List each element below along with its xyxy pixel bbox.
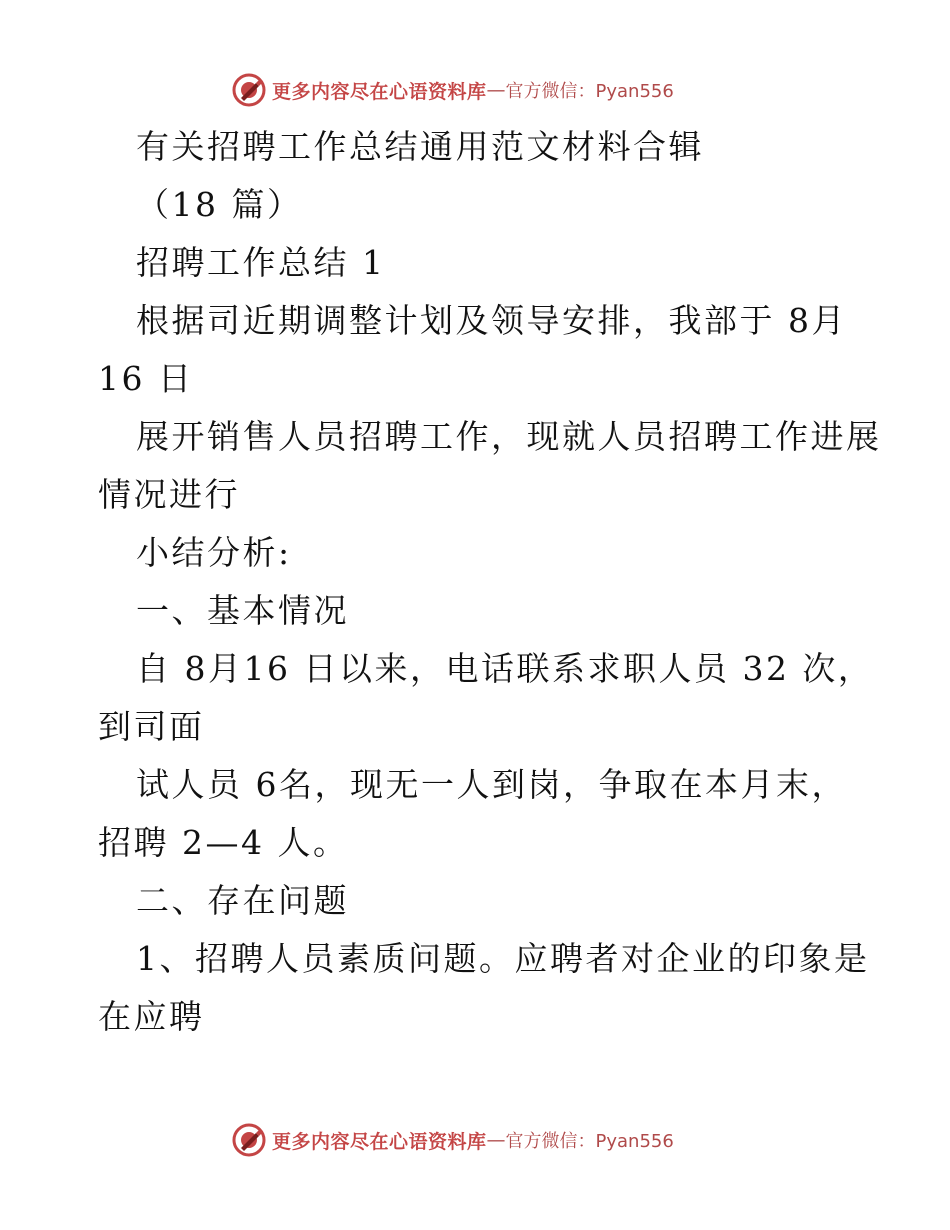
paragraph-line: 根据司近期调整计划及领导安排，我部于 8月 — [136, 301, 847, 340]
paragraph-line: 情况进行 — [98, 475, 240, 514]
section-heading: 招聘工作总结 1 — [136, 243, 386, 282]
paragraph-line: 小结分析: — [136, 533, 292, 572]
document-title: 有关招聘工作总结通用范文材料合辑 — [136, 127, 704, 166]
footer-banner-contact: 官方微信：Pyan556 — [505, 1131, 674, 1152]
pen-logo-icon — [232, 1123, 266, 1157]
paragraph-line: 16 日 — [98, 359, 194, 398]
header-banner-contact: 官方微信：Pyan556 — [505, 81, 674, 102]
subheading-basic-situation: 一、基本情况 — [136, 591, 349, 630]
paragraph-line: 到司面 — [98, 707, 205, 746]
footer-banner-text: 更多内容尽在心语资料库 — [272, 1130, 487, 1153]
document-count-note: （18 篇） — [136, 185, 303, 224]
paragraph-line: 展开销售人员招聘工作，现就人员招聘工作进展 — [136, 417, 882, 456]
paragraph-line: 招聘 2—4 人。 — [98, 823, 349, 862]
footer-banner-dash: — — [486, 1129, 506, 1151]
paragraph-line: 在应聘 — [98, 997, 205, 1036]
paragraph-line: 试人员 6名，现无一人到岗，争取在本月末， — [136, 765, 847, 804]
footer-banner — [232, 1123, 674, 1157]
pen-logo-icon — [232, 73, 266, 107]
header-banner-dash: — — [486, 79, 506, 101]
paragraph-line: 自 8月16 日以来，电话联系求职人员 32 次， — [136, 649, 874, 688]
subheading-existing-problems: 二、存在问题 — [136, 881, 349, 920]
header-banner — [232, 73, 674, 107]
paragraph-line: 1、招聘人员素质问题。应聘者对企业的印象是 — [136, 939, 870, 978]
header-banner-text: 更多内容尽在心语资料库 — [272, 80, 487, 103]
